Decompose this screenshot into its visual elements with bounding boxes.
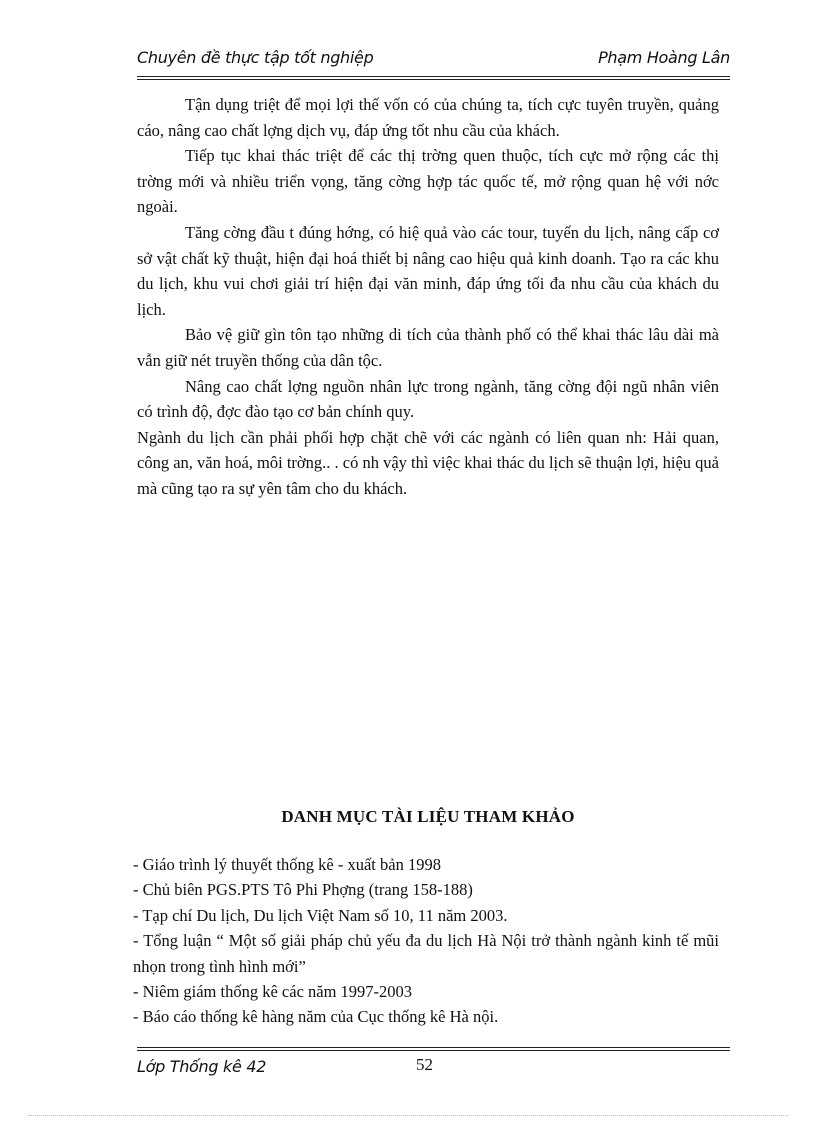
header-document-title: Chuyên đề thực tập tốt nghiệp [137, 48, 374, 67]
reference-item: - Tổng luận “ Một số giải pháp chủ yếu đa du lịch Hà Nội trở thành ngành kinh tế mũi nhọn trong tình hình mới” [133, 931, 719, 976]
paragraph: Bảo vệ giữ gìn tôn tạo những di tích của thành phố có thể khai thác lâu dài mà vẫn giữ nét truyền thống của dân tộc. [137, 325, 719, 370]
paragraph: Nâng cao chất lợng nguồn nhân lực trong ngành, tăng cờng đội ngũ nhân viên có trình độ, đợc đào tạo cơ bản chính quy. [137, 376, 719, 422]
header-author-name: Phạm Hoàng Lân [598, 48, 730, 67]
paragraph: Ngành du lịch cần phải phối hợp chặt chẽ với các ngành có liên quan nh: Hải quan, công an, văn hoá, môi trờng.. . có nh vậy thì việc khai thác du lịch sẽ thuận lợi, hiệu quả mà cũng tạo ra sự yên tâm cho du khách. [137, 427, 719, 498]
reference-item: - Niêm giám thống kê các năm 1997-2003 [133, 982, 413, 1002]
body-text [137, 92, 719, 502]
reference-item: - Chủ biên PGS.PTS Tô Phi Phợng (trang 158-188) [133, 880, 473, 900]
reference-item: - Báo cáo thống kê hàng năm của Cục thống kê Hà nội. [133, 1007, 499, 1027]
reference-item: - Giáo trình lý thuyết thống kê - xuất bản 1998 [133, 855, 441, 874]
paragraph: Tận dụng triệt để mọi lợi thế vốn có của chúng ta, tích cực tuyên truyền, quảng cáo, nâng cao chất lợng dịch vụ, đáp ứng tốt nhu cầu của khách. [137, 95, 719, 140]
paragraph: Tiếp tục khai thác triệt để các thị trờng quen thuộc, tích cực mở rộng các thị trờng mới và nhiều triển vọng, tăng cờng hợp tác quốc tế, mở rộng quan hệ với nớc ngoài. [137, 146, 719, 217]
paragraph: Tăng cờng đầu t đúng hớng, có hiệ quả vào các tour, tuyến du lịch, nâng cấp cơ sở vật chất kỹ thuật, hiện đại hoá thiết bị nâng cao hiệu quả kinh doanh. Tạo ra các khu du lịch, khu vui chơi giải trí hiện đại văn minh, đáp ứng tối đa nhu cầu của khách du lịch. [137, 222, 719, 319]
references-list [133, 852, 719, 1030]
header-divider [137, 76, 730, 80]
references-heading: DANH MỤC TÀI LIỆU THAM KHẢO [281, 807, 575, 826]
footer-divider [137, 1047, 730, 1051]
reference-item: - Tạp chí Du lịch, Du lịch Việt Nam số 10, 11 năm 2003. [133, 905, 508, 925]
page-header [137, 48, 730, 72]
footer-class-name: Lớp Thống kê 42 [137, 1057, 267, 1076]
page-number: 52 [416, 1055, 433, 1074]
page-bottom-border [28, 1115, 788, 1116]
